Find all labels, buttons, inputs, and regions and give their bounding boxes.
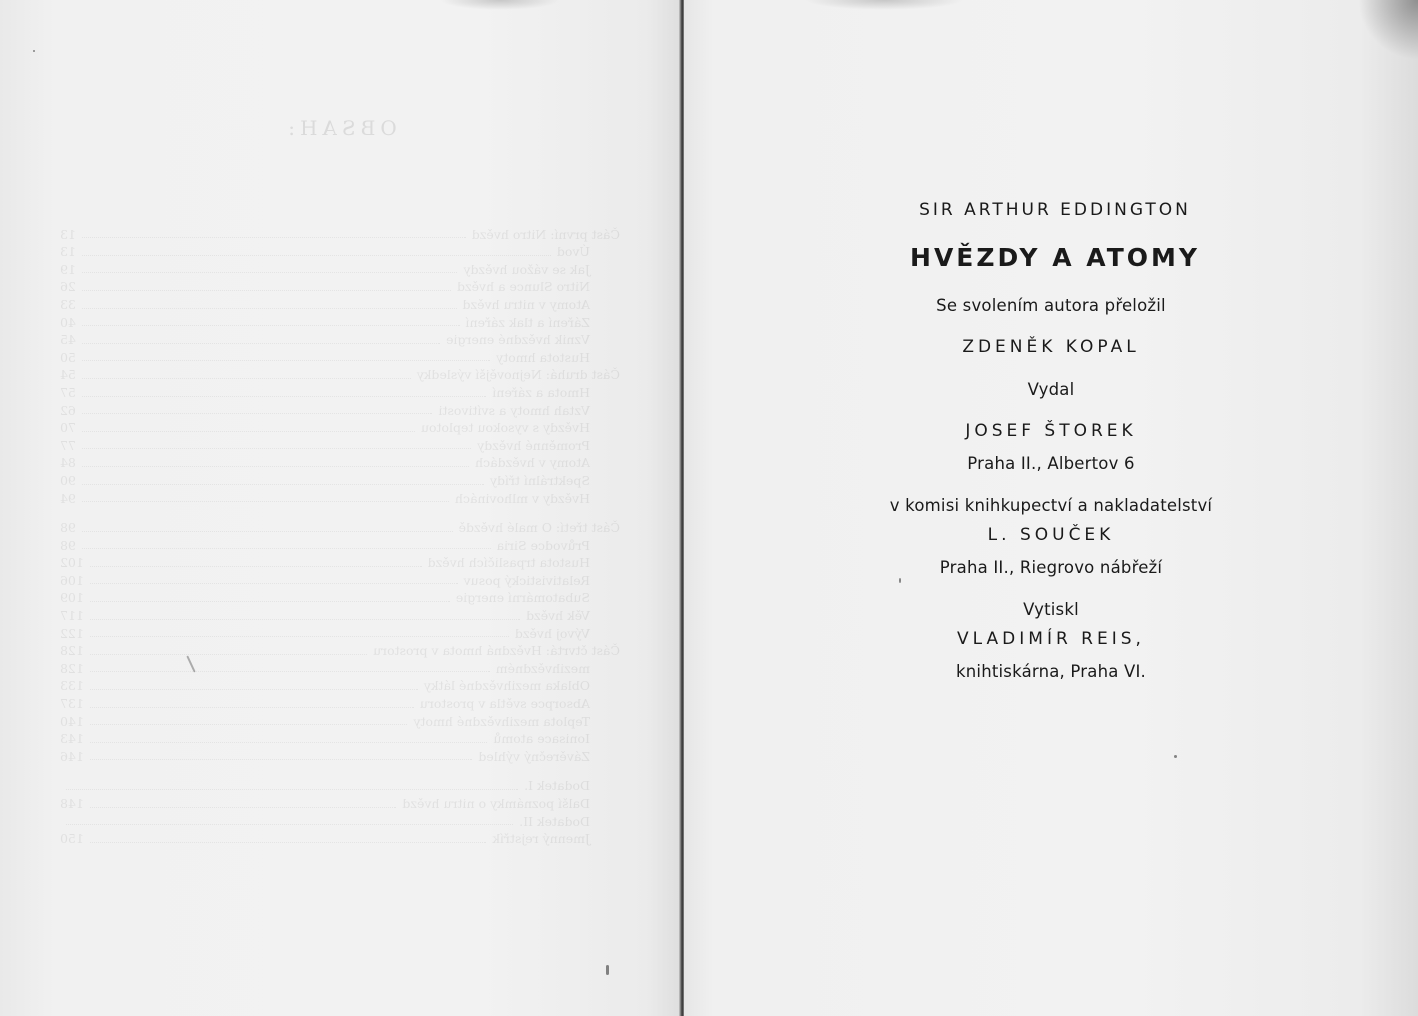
printed-label: Vytiskl	[1023, 600, 1079, 619]
bleed-line-leader	[90, 607, 520, 620]
bleed-line-leader	[90, 625, 509, 638]
bleed-line-leader	[82, 261, 457, 274]
bleed-line-page-number: 128	[60, 660, 84, 676]
bleed-line-page-number: 148	[60, 796, 84, 811]
bleed-contents-line	[60, 519, 620, 537]
bleed-line-page-number: 146	[60, 748, 84, 764]
bleed-line-page-number: 54	[60, 367, 76, 383]
right-page	[684, 0, 1418, 1016]
published-label: Vydal	[1027, 380, 1075, 399]
bleed-line-text: Atomy v hvězdách	[475, 455, 590, 471]
bleed-contents-line	[60, 677, 620, 695]
bleed-line-leader	[82, 314, 460, 327]
bleed-line-page-number: 13	[60, 226, 76, 242]
bleed-line-leader	[82, 366, 411, 379]
bleed-line-text: Vývoj hvězd	[514, 625, 590, 641]
publisher-name: JOSEF ŠTOREK	[965, 421, 1137, 441]
bleed-line-text: Teplota mezihvězdné hmoty	[413, 713, 590, 729]
bleed-contents-line	[60, 748, 620, 766]
bleed-line-page-number: 40	[60, 314, 76, 330]
bleed-line-text: Hustota hmoty	[496, 349, 590, 365]
bleed-contents-line	[60, 454, 620, 472]
bleed-contents-line	[60, 296, 620, 314]
bleed-line-leader	[90, 677, 418, 690]
bleed-line-page-number: 84	[60, 455, 76, 471]
commission-house: L. SOUČEK	[987, 525, 1115, 545]
bleed-line-page-number: 150	[60, 831, 84, 847]
bleed-contents-line	[60, 419, 620, 437]
bleed-line-text: Část čtvrtá: Hvězdná hmota v prostoru	[373, 643, 620, 659]
paper-smudge	[440, 0, 560, 10]
bleed-line-leader	[90, 589, 450, 602]
bleed-line-page-number: 90	[60, 472, 76, 488]
bleed-line-text: Spektrální třídy	[489, 472, 590, 488]
paper-speck	[1174, 755, 1177, 758]
bleed-contents-line	[60, 437, 620, 455]
bleed-contents-line	[60, 777, 620, 795]
bleed-line-text: Hustota trpasličích hvězd	[427, 555, 590, 571]
bleed-line-leader	[82, 278, 451, 291]
bleed-line-leader	[90, 660, 490, 673]
bleed-line-text: Vznik hvězdné energie	[446, 332, 590, 348]
bleed-line-page-number: 117	[60, 608, 84, 624]
bleed-line-text: Průvodce Siria	[496, 537, 590, 553]
bleed-line-text: Část první: Nitro hvězd	[471, 226, 620, 242]
paper-speck	[899, 578, 901, 583]
bleed-contents-line	[60, 226, 620, 244]
paper-smudge	[804, 0, 964, 10]
translation-note: Se svolením autora přeložil	[936, 296, 1166, 315]
bleed-line-text: Jak se vážou hvězdy	[463, 261, 590, 277]
bleed-line-text: Ionisace atomů	[493, 731, 590, 747]
bleed-line-leader	[90, 795, 397, 808]
bleed-line-page-number: 128	[60, 643, 84, 659]
bleed-line-leader	[82, 243, 551, 256]
bleed-contents-line	[60, 349, 620, 367]
bleed-contents-line	[60, 830, 620, 848]
bleed-contents-line	[60, 607, 620, 625]
bleed-line-leader	[82, 472, 484, 485]
bleed-line-leader	[82, 331, 440, 344]
bleed-contents-line	[60, 795, 620, 813]
bleed-line-text: Část druhá: Nejnovější výsledky	[416, 367, 620, 383]
bleed-line-page-number: 94	[60, 490, 76, 506]
publisher-address: Praha II., Albertov 6	[967, 454, 1135, 473]
bleed-line-page-number: 50	[60, 349, 76, 365]
bleed-line-page-number: 98	[60, 537, 76, 553]
bleed-line-text: mezihvězdném	[495, 660, 590, 676]
bleed-line-text: Atomy v nitru hvězd	[462, 296, 590, 312]
bleed-line-page-number: 109	[60, 590, 84, 606]
left-page	[0, 0, 681, 1016]
bleed-line-leader	[90, 830, 487, 843]
author-name: SIR ARTHUR EDDINGTON	[919, 200, 1191, 220]
bleed-contents-line	[60, 243, 620, 261]
bleed-line-leader	[82, 454, 469, 467]
bleed-contents-line	[60, 713, 620, 731]
bleed-line-page-number: 26	[60, 279, 76, 295]
bleed-line-text: Relativistický posuv	[463, 572, 590, 588]
bleed-contents-line	[60, 813, 620, 831]
bleed-line-page-number: 57	[60, 384, 76, 400]
book-title: HVĚZDY A ATOMY	[910, 243, 1200, 272]
printer-details: knihtiskárna, Praha VI.	[956, 662, 1146, 681]
bleed-heading: OBSAH:	[283, 116, 397, 140]
bleed-contents-line	[60, 554, 620, 572]
bleed-line-page-number: 62	[60, 402, 76, 418]
paper-mark	[606, 965, 609, 975]
paper-speck	[33, 50, 35, 52]
printer-name: VLADIMÍR REIS,	[957, 629, 1145, 649]
translator-name: ZDENĚK KOPAL	[962, 337, 1140, 357]
bleed-line-text: Vztah hmoty a svítivosti	[438, 402, 590, 418]
bleed-line-leader	[90, 572, 458, 585]
bleed-contents-line	[60, 642, 620, 660]
bleed-line-leader	[66, 813, 513, 826]
bleed-line-text: Záření a tlak záření	[465, 314, 590, 330]
bleed-line-leader	[90, 713, 408, 726]
corner-shadow	[1358, 0, 1418, 60]
bleed-line-text: Závěrečný výhled	[478, 748, 590, 764]
bleed-line-text: Část třetí: O malé hvězdě	[458, 520, 620, 536]
bleed-contents-line	[60, 261, 620, 279]
bleed-line-page-number: 13	[60, 244, 76, 260]
bleed-line-leader	[82, 349, 490, 362]
bleed-line-text: Jmenný rejstřík	[492, 831, 590, 847]
bleed-line-page-number: 133	[60, 678, 84, 694]
bleed-line-page-number: 19	[60, 261, 76, 277]
bleed-contents-line	[60, 695, 620, 713]
bleed-line-text: Dodatek I.	[524, 778, 590, 794]
bleed-line-leader	[82, 419, 415, 432]
bleed-contents-line	[60, 625, 620, 643]
bleed-line-page-number: 140	[60, 713, 84, 729]
bleed-line-page-number: 143	[60, 731, 84, 747]
bleed-line-text: Úvod	[556, 244, 590, 260]
bleed-line-page-number: 106	[60, 572, 84, 588]
bleed-line-leader	[82, 226, 466, 239]
bleed-line-page-number: 77	[60, 437, 76, 453]
bleed-line-leader	[82, 296, 457, 309]
bleed-line-text: Oblaka mezihvězdné látky	[423, 678, 590, 694]
bleed-contents-line	[60, 366, 620, 384]
bleed-line-leader	[66, 777, 518, 790]
bleed-contents-line	[60, 730, 620, 748]
bleed-line-page-number: 98	[60, 520, 76, 536]
bleed-line-leader	[82, 437, 471, 450]
bleed-contents-line	[60, 537, 620, 555]
bleed-through-contents	[60, 116, 620, 848]
bleed-contents-line	[60, 278, 620, 296]
commission-note: v komisi knihkupectví a nakladatelství	[889, 496, 1213, 515]
bleed-line-text: Věk hvězd	[526, 608, 590, 624]
bleed-line-page-number: 45	[60, 332, 76, 348]
bleed-line-page-number: 137	[60, 696, 84, 712]
bleed-line-leader	[82, 490, 449, 503]
bleed-contents-line	[60, 402, 620, 420]
bleed-line-leader	[82, 537, 491, 550]
bleed-line-leader	[90, 695, 414, 708]
bleed-line-text: Hmota a záření	[492, 384, 590, 400]
bleed-gap	[60, 765, 620, 777]
bleed-line-text: Dodatek II.	[519, 813, 590, 829]
bleed-contents-line	[60, 384, 620, 402]
bleed-line-page-number: 122	[60, 625, 84, 641]
bleed-line-page-number: 33	[60, 296, 76, 312]
bleed-line-leader	[90, 642, 367, 655]
bleed-line-leader	[82, 519, 453, 532]
bleed-contents-line	[60, 572, 620, 590]
bleed-lines	[60, 226, 620, 848]
commission-address: Praha II., Riegrovo nábřeží	[939, 558, 1163, 577]
bleed-line-leader	[90, 730, 487, 743]
bleed-line-leader	[90, 554, 422, 567]
bleed-contents-line	[60, 660, 620, 678]
bleed-line-leader	[82, 402, 433, 415]
bleed-line-page-number: 70	[60, 420, 76, 436]
bleed-line-text: Absorpce světla v prostoru	[419, 696, 590, 712]
bleed-contents-line	[60, 589, 620, 607]
bleed-line-text: Subatomární energie	[455, 590, 590, 606]
bleed-line-text: Proměnné hvězdy	[477, 437, 590, 453]
bleed-contents-line	[60, 472, 620, 490]
bleed-contents-line	[60, 331, 620, 349]
bleed-line-leader	[82, 384, 486, 397]
bleed-line-text: Hvězdy v mlhovinách	[454, 490, 590, 506]
bleed-line-page-number: 102	[60, 555, 84, 571]
bleed-line-text: Další poznámky o nitru hvězd	[402, 796, 590, 811]
bleed-line-leader	[90, 748, 473, 761]
title-page-block	[684, 200, 1418, 681]
bleed-line-text: Hvězdy s vysokou teplotou	[420, 420, 590, 436]
bleed-line-text: Nitro Slunce a hvězd	[457, 279, 590, 295]
bleed-contents-line	[60, 314, 620, 332]
bleed-contents-line	[60, 490, 620, 508]
bleed-gap	[60, 507, 620, 519]
